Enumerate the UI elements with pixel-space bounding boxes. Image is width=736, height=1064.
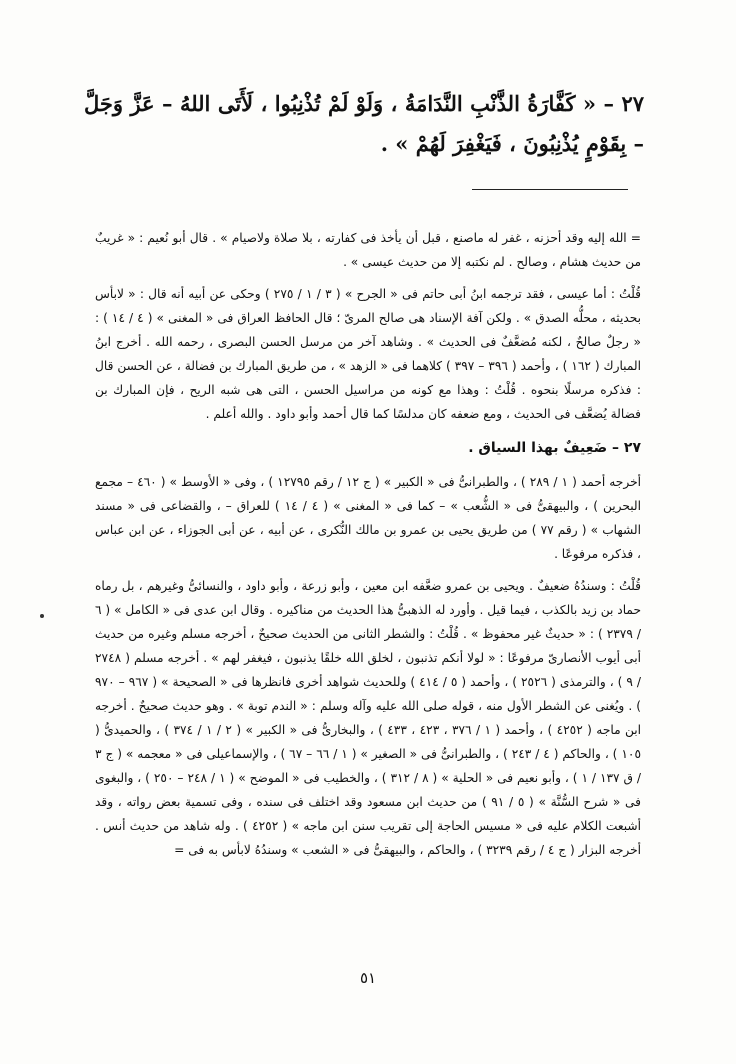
takhrij-paragraph: أخرجه أحمد ( ١ / ٢٨٩ ) ، والطبرانىُّ فى « الكبير » ( ج ١٢ / رقم ١٢٧٩٥ ) ، وفى « الأوسط » ( ٤٦٠ – مجمع البحرين ) ، والبيهقىُّ فى « الشُّعب » – كما فى « المغنى » ( ٤ / ١٤ ) للعراق – ، والقضاعى فى « مسند الشهاب » ( رقم ٧٧ ) من طريق يحيى بن عمرو بن مالك النُّكرى ، عن أبيه ، عن أبى الجوزاء ، عن ابن عباس ، فذكره مرفوعًا . [95, 475, 641, 561]
page-number: ٥١ [359, 969, 377, 987]
analysis-paragraph: قُلْتُ : وسندُهُ ضعيفٌ . ويحيى بن عمرو ضعَّفه ابن معين ، وأبو زرعة ، وأبو داود ، والنسائىُّ وغيرهم ، بل رماه حماد بن زيد بالكذب ، فيما قيل . وأورد له الذهبىُّ هذا الحديث من مناكيره . وقال ابن عدى فى « الكامل » ( ٦ / ٢٣٧٩ ) : « حديثٌ غير محفوظ » . قُلْتُ : والشطر الثانى من الحديث صحيحٌ ، أخرجه مسلم وغيره من حديث أبى أيوب الأنصارىّ مرفوعًا : « لولا أنكم تذنبون ، لخلق الله خلقًا يذنبون ، فيغفر لهم » . أخرجه مسلم ( ٢٧٤٨ / ٩ ) ، والترمذى ( ٢٥٢٦ ) ، وأحمد ( ٥ / ٤١٤ ) وللحديث شواهد أخرى فانظرها فى « الصحيحة » ( ٩٦٧ – ٩٧٠ ) . ويُغنى عن الشطر الأول منه ، قوله صلى الله عليه وآله وسلم : « الندم توبة » . وهو حديث صحيحٌ . أخرجه ابن ماجه ( ٤٢٥٢ ) ، وأحمد ( ١ / ٣٧٦ ، ٤٢٣ ، ٤٣٣ ) ، والبخارىُّ فى « الكبير » ( ٢ / ١ / ٣٧٤ ) ، والحميدىُّ ( ١٠٥ ) ، والحاكم ( ٤ / ٢٤٣ ) ، والطبرانىُّ فى « الصغير » ( ١ / ٦٦ – ٦٧ ) ، والإسماعيلى فى « معجمه » ( ج ٣ / ق ١٣٧ / ١ ) ، وأبو نعيم فى « الحلية » ( ٨ / ٣١٢ ) ، والخطيب فى « الموضح » ( ١ / ٢٤٨ – ٢٥٠ ) ، والبغوى فى « شرح السُّنَّة » ( ٥ / ٩١ ) من حديث ابن مسعود وقد اختلف فى سنده ، وفى تسمية بعض رواته ، وقد أشبعت الكلام عليه فى « مسيس الحاجة إلى تقريب سنن ابن ماجه » ( ٤٢٥٢ ) . وله شاهد من حديث أنس . أخرجه البزار ( ج ٤ / رقم ٣٢٣٩ ) ، والحاكم ، والبيهقىُّ فى « الشعب » وسندُهُ لابأس به فى = [95, 579, 642, 857]
commentary-paragraph-2: قُلْتُ : أما عيسى ، فقد ترجمه ابنُ أبى حاتم فى « الجرح » ( ٣ / ١ / ٢٧٥ ) وحكى عن أبيه أنه قال : « لابأس بحديثه ، محلُّه الصدق » . ولكن آفة الإسناد هى صالح المرىّ ؛ قال الحافظ العراق فى « المغنى » ( ٤ / ١٤ ) : « رجلٌ صالحٌ ، لكنه مُضعَّفٌ فى الحديث » . وشاهد آخر من مرسل الحسن البصرى ، رحمه الله . أخرج ابنُ المبارك ( ١٦٢ ) ، وأحمد ( ٣٩٦ – ٣٩٧ ) كلاهما فى « الزهد » ، من طريق المبارك بن فضالة ، عن الحسن قال : فذكره مرسلًا بنحوه . قُلْتُ : وهذا مع كونه من مراسيل الحسن ، التى هى شبه الريح ، فإن المبارك بن فضالة يُضعَّف فى الحديث ، ومع ضعفه كان مدلسًا كما قال أحمد وأبو داود . والله أعلم . [95, 287, 642, 421]
margin-dot [40, 614, 44, 618]
hadith-text: ٢٧ – « كَفَّارَةُ الذَّنْبِ النَّدَامَةُ ، وَلَوْ لَمْ تُذْنِبُوا ، لَأَتَى اللهُ – عَزَّ وَجَلَّ – بِقَوْمٍ يُذْنِبُونَ ، فَيَغْفِرَ لَهُمْ » . [84, 91, 644, 156]
commentary-paragraph-1: = الله إليه وقد أحزنه ، غفر له ماصنع ، قبل أن يأخذ فى كفارته ، بلا صلاة ولاصيام » . قال أبو نُعيم : « غريبٌ من حديث هشام ، وصالح . لم نكتبه إلا من حديث عيسى » . [95, 231, 641, 269]
commentary-body [95, 226, 641, 870]
section-heading: ٢٧ – ضَعِيفٌ بهذا السياق . [468, 440, 641, 456]
footnote-separator [472, 189, 628, 190]
